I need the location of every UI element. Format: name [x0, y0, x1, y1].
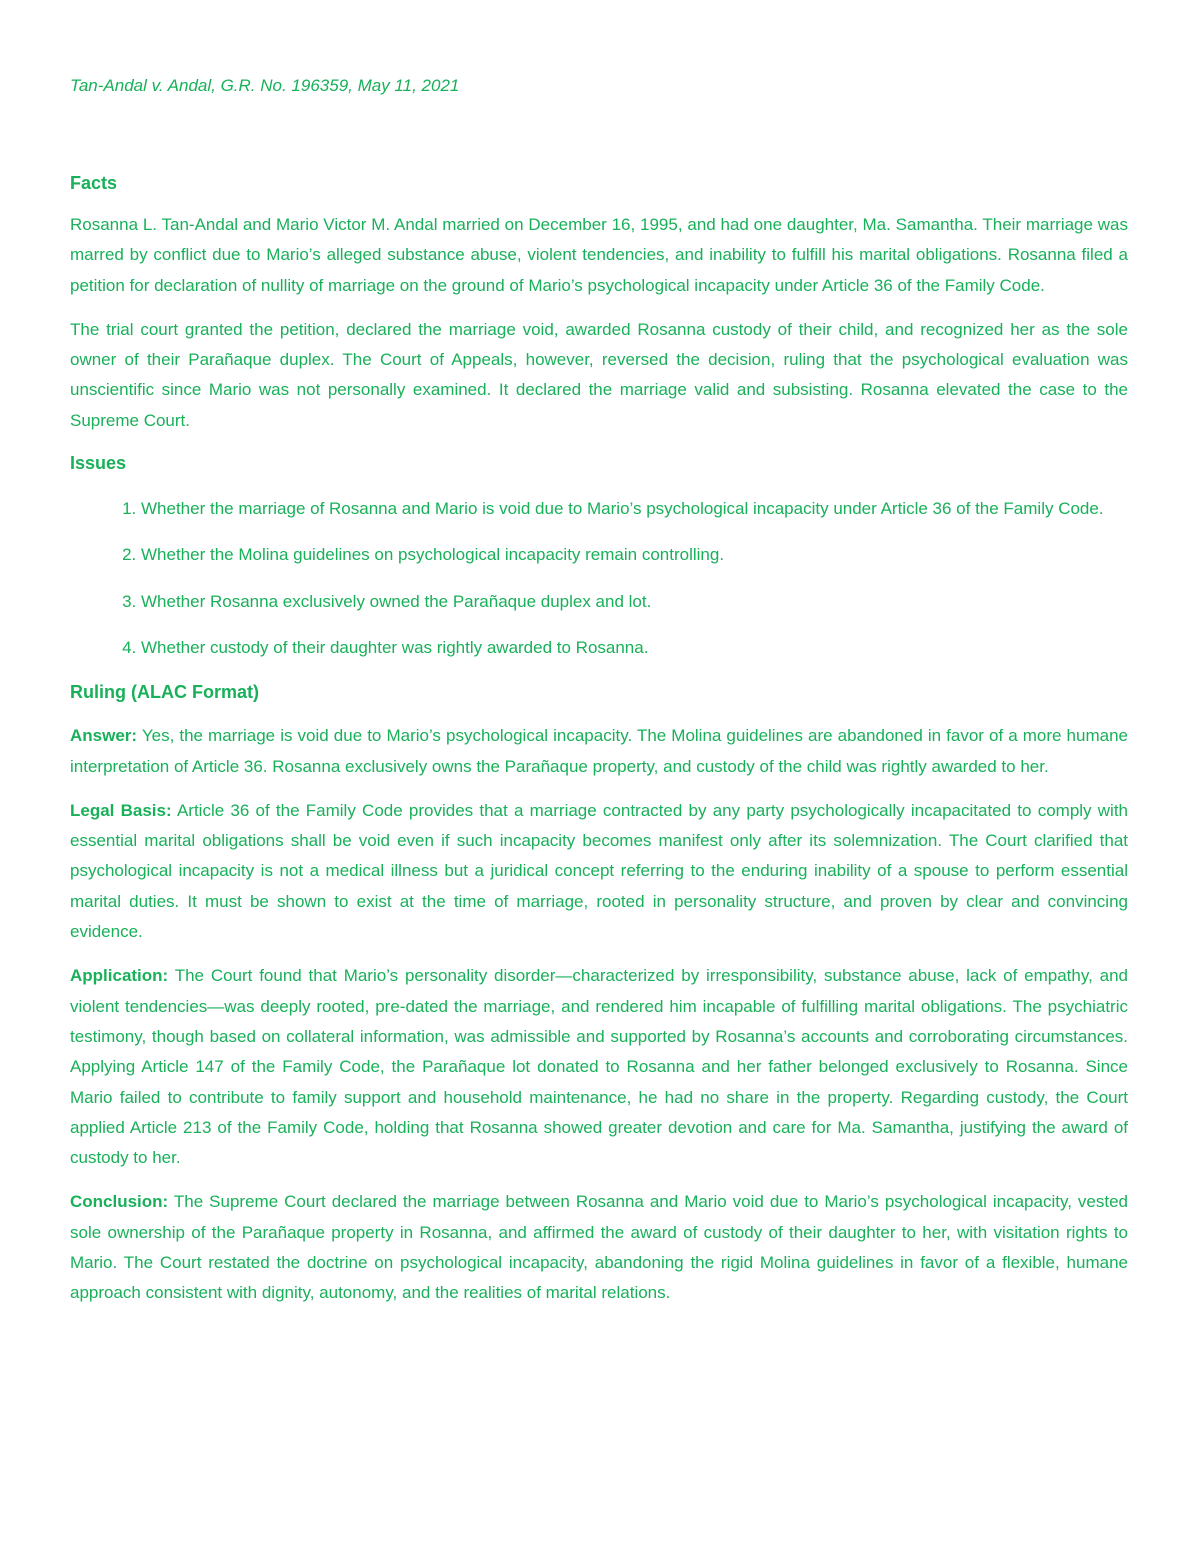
- facts-paragraph-2: The trial court granted the petition, declared the marriage void, awarded Rosanna custody of their child, and recognized her as the sole owner of their Parañaque duplex. The Court of Appeals, however, reversed the decision, ruling that the psychological evaluation was unscientific since Mario was not personally examined. It declared the marriage valid and subsisting. Rosanna elevated the case to the Supreme Court.: [70, 319, 1128, 430]
- facts-heading: Facts: [70, 173, 118, 193]
- application-label: Application:: [70, 966, 169, 986]
- document-page: [70, 72, 1128, 1323]
- issue-item: 4. Whether custody of their daughter was rightly awarded to Rosanna.: [141, 633, 1128, 663]
- application-paragraph: [70, 961, 1128, 1173]
- issues-list: [70, 494, 1128, 663]
- answer-text: Yes, the marriage is void due to Mario’s psychological incapacity. The Molina guidelines are abandoned in favor of a more humane interpretation of Article 36. Rosanna exclusively owns the Parañaque property, and custody of the child was rightly awarded to her.: [70, 726, 1128, 776]
- answer-label: Answer:: [70, 726, 138, 746]
- answer-paragraph: [70, 721, 1128, 782]
- legal-basis-label: Legal Basis:: [70, 800, 172, 820]
- issue-item: 2. Whether the Molina guidelines on psychological incapacity remain controlling.: [141, 540, 1128, 570]
- facts-paragraph-1: Rosanna L. Tan-Andal and Mario Victor M. Andal married on December 16, 1995, and had one daughter, Ma. Samantha. Their marriage was marred by conflict due to Mario’s alleged substance abuse, violent tendencies, and inability to fulfill his marital obligations. Rosanna filed a petition for declaration of nullity of marriage on the ground of Mario’s psychological incapacity under Article 36 of the Family Code.: [70, 215, 1128, 295]
- legal-basis-text: Article 36 of the Family Code provides that a marriage contracted by any party psychologically incapacitated to comply with essential marital obligations shall be void even if such incapacity becomes manifest only after its solemnization. The Court clarified that psychological incapacity is not a medical illness but a juridical concept referring to the enduring inability of a spouse to perform essential marital duties. It must be shown to exist at the time of marriage, rooted in personality structure, and proven by clear and convincing evidence.: [70, 800, 1128, 942]
- conclusion-text: The Supreme Court declared the marriage between Rosanna and Mario void due to Mario’s psychological incapacity, vested sole ownership of the Parañaque property in Rosanna, and affirmed the award of custody of their daughter to her, with visitation rights to Mario. The Court restated the doctrine on psychological incapacity, abandoning the rigid Molina guidelines in favor of a flexible, humane approach consistent with dignity, autonomy, and the realities of marital relations.: [70, 1192, 1128, 1303]
- ruling-heading: Ruling (ALAC Format): [70, 682, 259, 703]
- conclusion-label: Conclusion:: [70, 1192, 169, 1212]
- issues-heading: Issues: [70, 453, 127, 474]
- issue-item: 1. Whether the marriage of Rosanna and Mario is void due to Mario’s psychological incapacity under Article 36 of the Family Code.: [141, 494, 1128, 524]
- conclusion-paragraph: [70, 1187, 1128, 1308]
- case-citation: Tan-Andal v. Andal, G.R. No. 196359, May 11, 2021: [70, 76, 460, 95]
- application-text: The Court found that Mario’s personality disorder—characterized by irresponsibility, substance abuse, lack of empathy, and violent tendencies—was deeply rooted, pre-dated the marriage, and rendered him incapable of fulfilling marital obligations. The psychiatric testimony, though based on collateral information, was admissible and supported by Rosanna’s accounts and corroborating circumstances. Applying Article 147 of the Family Code, the Parañaque lot donated to Rosanna and her father belonged exclusively to Rosanna. Since Mario failed to contribute to family support and household maintenance, he had no share in the property. Regarding custody, the Court applied Article 213 of the Family Code, holding that Rosanna showed greater devotion and care for Ma. Samantha, justifying the award of custody to her.: [70, 966, 1128, 1168]
- legal-basis-paragraph: [70, 796, 1128, 947]
- issue-item: 3. Whether Rosanna exclusively owned the Parañaque duplex and lot.: [141, 587, 1128, 617]
